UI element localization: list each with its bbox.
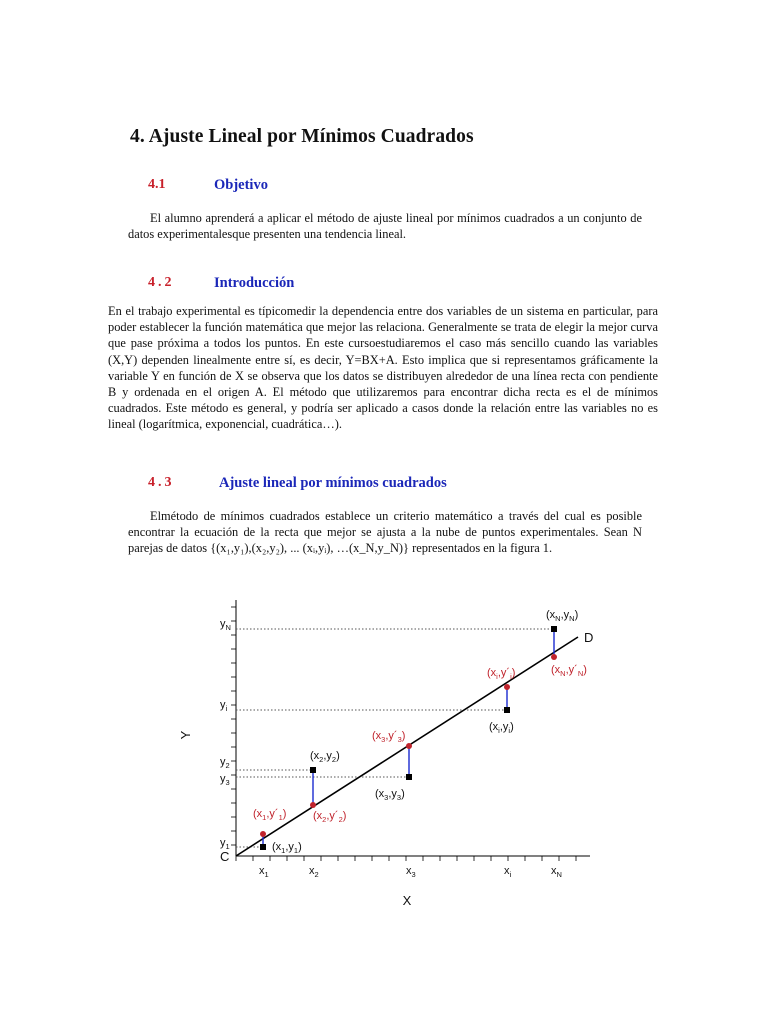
data-point-2 xyxy=(310,767,316,773)
fitted-point-3 xyxy=(406,743,412,749)
section-number-4-2: 4.2 xyxy=(148,275,175,290)
x-tick-xN: $x_N$ xyxy=(551,865,562,879)
label-data-3: $(x_3,y_3)$ xyxy=(375,788,405,802)
y-tick-yN: $y_N$ xyxy=(220,618,231,632)
chapter-title: 4. Ajuste Lineal por Mínimos Cuadrados xyxy=(130,126,474,147)
label-data-N: $(x_N,y_N)$ xyxy=(546,609,579,623)
section-title-ajuste: Ajuste lineal por mínimos cuadrados xyxy=(219,475,447,491)
label-fitted-1: $(x_1,y´_1)$ xyxy=(253,808,287,822)
y-axis-title: Y xyxy=(178,730,193,740)
paragraph-ajuste: Elmétodo de mínimos cuadrados establece un criterio matemático a través del cual es posible encontrar la ecuación de la recta que mejor se ajusta a la nube de puntos experimentales. Sean N parejas de datos {(x₁,y₁),(x₂,y₂), ... (xᵢ,yᵢ), …(x_N,y_N)} representados en la figura 1. xyxy=(128,509,642,556)
section-body-introduccion xyxy=(108,303,658,433)
x-tick-x3: $x_3$ xyxy=(406,865,416,879)
paragraph-introduccion: En el trabajo experimental es típicomedir la dependencia entre dos variables de un sistema en particular, para poder establecer la función matemática que mejor las relaciona. Generalmente se trata de elegir la mejor curva que pase próxima a todos los puntos. En este cursoestudiaremos el caso más sencillo cuando las variables (X,Y) dependen linealmente entre sí, es decir, Y=BX+A. Esto implica que si representamos gráficamente la variable Y en función de X se observa que los datos se distribuyen alrededor de una línea recta con pendiente B y ordenada en el origen A. El método que utilizaremos para encontrar dicha recta es el de mínimos cuadrados. Este método es general, y podría ser aplicado a casos donde la relación entre las variables no es lineal (logarítmica, exponencial, cuadrática…). xyxy=(108,304,658,432)
label-data-2: $(x_2,y_2)$ xyxy=(310,750,340,764)
paragraph-objetivo: El alumno aprenderá a aplicar el método de ajuste lineal por mínimos cuadrados a un conjunto de datos experimentalesque presenten una tendencia lineal. xyxy=(128,211,642,242)
x-axis-ticks xyxy=(236,856,576,861)
label-fitted-i: $(x_i,y´_i)$ xyxy=(487,667,516,681)
section-number-4-1: 4.1 xyxy=(148,177,166,192)
section-number-4-3: 4.3 xyxy=(148,475,175,490)
y-tick-y2: $y_2$ xyxy=(220,756,230,770)
data-point-3 xyxy=(406,774,412,780)
fitted-point-1 xyxy=(260,831,266,837)
data-point-N xyxy=(551,626,557,632)
fitted-point-i xyxy=(504,684,510,690)
y-axis-ticks xyxy=(231,607,236,845)
y-tick-yi: $y_i$ xyxy=(220,699,228,713)
x-tick-x1: $x_1$ xyxy=(259,865,269,879)
y-tick-y3: $y_3$ xyxy=(220,773,230,787)
label-fitted-2: $(x_2,y´_2)$ xyxy=(313,810,347,824)
section-body-ajuste xyxy=(128,508,642,557)
figure-1 xyxy=(150,560,650,920)
x-axis-title: X xyxy=(402,893,412,908)
data-point-i xyxy=(504,707,510,713)
line-d-label: D xyxy=(584,630,594,645)
x-tick-x2: $x_2$ xyxy=(309,865,319,879)
fitted-point-2 xyxy=(310,802,316,808)
section-body-objetivo xyxy=(128,210,642,242)
label-fitted-N: $(x_N,y´_N)$ xyxy=(551,664,587,678)
y-tick-y1: $y_1$ xyxy=(220,837,230,851)
section-title-objetivo: Objetivo xyxy=(214,177,268,193)
fitted-point-N xyxy=(551,654,557,660)
origin-c-label: C xyxy=(220,849,230,864)
section-title-introduccion: Introducción xyxy=(214,275,295,291)
label-data-1: $(x_1,y_1)$ xyxy=(272,841,302,855)
data-point-1 xyxy=(260,844,266,850)
label-fitted-3: $(x_3,y´_3)$ xyxy=(372,730,406,744)
least-squares-chart xyxy=(150,560,650,920)
x-tick-xi: $x_i$ xyxy=(504,865,512,879)
label-data-i: $(x_i,y_i)$ xyxy=(489,721,514,735)
